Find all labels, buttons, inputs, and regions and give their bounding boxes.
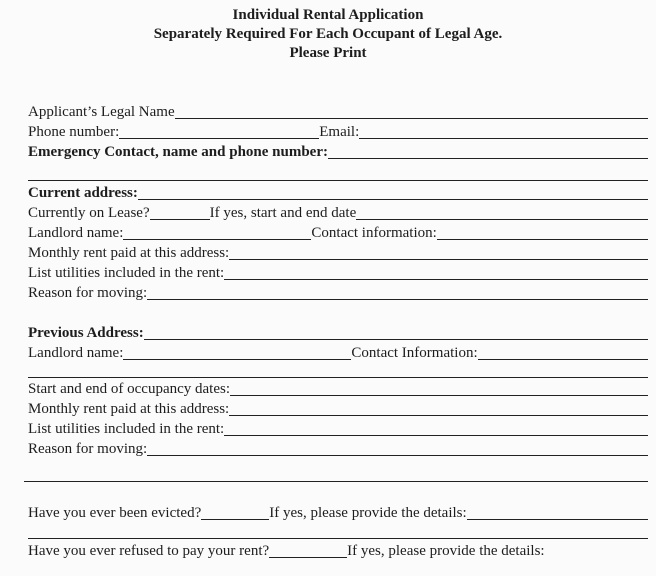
current-reason-row [28,285,648,302]
occupancy-dates-label: Start and end of occupancy dates: [28,381,231,397]
current-rent-label: Monthly rent paid at this address: [28,245,230,261]
previous-rent-field[interactable] [229,415,648,416]
applicant-name-row [28,104,648,121]
refused-rent-row [28,543,648,560]
current-landlord-row [28,225,648,242]
lease-dates-field[interactable] [356,219,648,220]
evicted-details-label: If yes, please provide the details: [269,505,467,521]
previous-contact-label: Contact Information: [351,345,478,361]
previous-contact-field-continued[interactable] [28,377,648,378]
previous-reason-label: Reason for moving: [28,441,148,457]
email-label: Email: [319,124,360,140]
lease-dates-label: If yes, start and end date [209,205,357,221]
evicted-details-continued[interactable] [28,538,648,539]
evicted-details-field[interactable] [467,519,648,520]
phone-email-row [28,124,648,141]
current-landlord-field[interactable] [123,239,311,240]
current-rent-row [28,245,648,262]
emergency-field-continued[interactable] [28,180,648,181]
previous-address-row [28,325,648,342]
evicted-row [28,505,648,522]
previous-landlord-field[interactable] [123,359,351,360]
on-lease-label: Currently on Lease? [28,205,150,221]
previous-rent-row [28,401,648,418]
refused-rent-answer-field[interactable] [269,557,347,558]
phone-label: Phone number: [28,124,120,140]
current-utilities-row [28,265,648,282]
current-address-field[interactable] [138,199,648,200]
emergency-field[interactable] [328,158,648,159]
current-rent-field[interactable] [229,259,648,260]
on-lease-row [28,205,648,222]
previous-utilities-label: List utilities included in the rent: [28,421,225,437]
form-subtitle: Separately Required For Each Occupant of Legal Age. [153,26,503,42]
applicant-name-field[interactable] [175,118,648,119]
previous-landlord-row [28,345,648,362]
previous-rent-label: Monthly rent paid at this address: [28,401,230,417]
current-reason-field[interactable] [147,299,648,300]
phone-field[interactable] [119,138,319,139]
refused-details-label: If yes, please provide the details: [347,543,545,559]
current-utilities-field[interactable] [224,279,648,280]
previous-reason-field[interactable] [147,455,648,456]
current-address-label: Current address: [28,185,138,201]
previous-utilities-row [28,421,648,438]
current-contact-label: Contact information: [311,225,437,241]
email-field[interactable] [359,138,648,139]
occupancy-dates-field[interactable] [230,395,648,396]
current-landlord-label: Landlord name: [28,225,124,241]
current-address-row [28,185,648,202]
previous-address-field[interactable] [144,339,648,340]
refused-rent-label: Have you ever refused to pay your rent? [28,543,270,559]
previous-utilities-field[interactable] [224,435,648,436]
emergency-label: Emergency Contact, name and phone number: [28,144,328,160]
current-contact-field[interactable] [437,239,648,240]
section-divider [24,481,648,482]
previous-reason-row [28,441,648,458]
on-lease-field[interactable] [150,219,210,220]
form-title: Individual Rental Application [232,7,424,23]
previous-contact-field[interactable] [478,359,648,360]
current-utilities-label: List utilities included in the rent: [28,265,225,281]
emergency-row [28,144,648,161]
evicted-label: Have you ever been evicted? [28,505,202,521]
applicant-name-label: Applicant’s Legal Name [28,104,175,120]
current-reason-label: Reason for moving: [28,285,148,301]
evicted-answer-field[interactable] [201,519,269,520]
print-instruction: Please Print [289,45,367,61]
occupancy-dates-row [28,381,648,398]
previous-landlord-label: Landlord name: [28,345,124,361]
previous-address-label: Previous Address: [28,325,144,341]
